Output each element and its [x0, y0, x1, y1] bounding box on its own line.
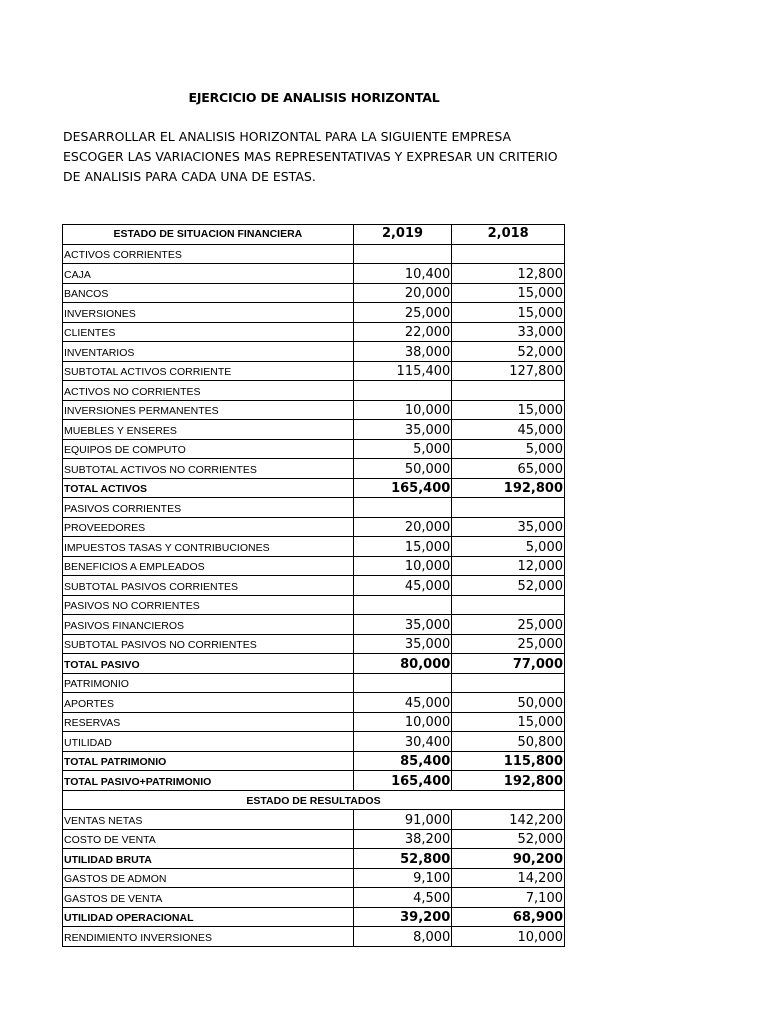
table-row [63, 654, 565, 674]
value-2019: 39,200 [353, 907, 452, 927]
table-row [63, 381, 565, 401]
value-2018: 68,900 [452, 907, 565, 927]
value-2019: 50,000 [353, 459, 452, 479]
table-row [63, 537, 565, 557]
value-2019: 165,400 [353, 478, 452, 498]
value-2018: 15,000 [452, 303, 565, 323]
value-2019: 20,000 [353, 517, 452, 537]
table-row [63, 556, 565, 576]
table-row [63, 420, 565, 440]
value-2018: 115,800 [452, 751, 565, 771]
value-2018: 5,000 [452, 439, 565, 459]
row-label: UTILIDAD [63, 732, 354, 752]
value-2019: 115,400 [353, 361, 452, 381]
row-label: BENEFICIOS A EMPLEADOS [63, 556, 354, 576]
value-2019: 165,400 [353, 771, 452, 791]
table-row [63, 342, 565, 362]
row-label: INVERSIONES PERMANENTES [63, 400, 354, 420]
document-title: EJERCICIO DE ANALISIS HORIZONTAL [188, 90, 440, 105]
value-2019: 25,000 [353, 303, 452, 323]
row-label: TOTAL PASIVO+PATRIMONIO [63, 771, 354, 791]
table-row [63, 244, 565, 264]
value-2018 [452, 244, 565, 264]
instruction-line: DESARROLLAR EL ANALISIS HORIZONTAL PARA LA SIGUIENTE EMPRESA [63, 129, 512, 144]
value-2019: 38,000 [353, 342, 452, 362]
value-2018: 77,000 [452, 654, 565, 674]
table-row [63, 361, 565, 381]
row-label: PROVEEDORES [63, 517, 354, 537]
table-row [63, 322, 565, 342]
value-2018: 14,200 [452, 868, 565, 888]
table-row [63, 849, 565, 869]
row-label: PASIVOS FINANCIEROS [63, 615, 354, 635]
value-2019 [353, 244, 452, 264]
row-label: VENTAS NETAS [63, 810, 354, 830]
table-row [63, 771, 565, 791]
row-label: CLIENTES [63, 322, 354, 342]
table-row [63, 693, 565, 713]
table-row [63, 927, 565, 947]
row-label: SUBTOTAL ACTIVOS CORRIENTE [63, 361, 354, 381]
row-label: UTILIDAD OPERACIONAL [63, 907, 354, 927]
row-label: RESERVAS [63, 712, 354, 732]
value-2019: 10,000 [353, 556, 452, 576]
row-label: INVENTARIOS [63, 342, 354, 362]
table-row [63, 751, 565, 771]
table-row [63, 478, 565, 498]
value-2019: 5,000 [353, 439, 452, 459]
value-2018: 192,800 [452, 478, 565, 498]
value-2018: 65,000 [452, 459, 565, 479]
table-row [63, 615, 565, 635]
value-2019: 9,100 [353, 868, 452, 888]
row-label: PATRIMONIO [63, 673, 354, 693]
table-row [63, 264, 565, 284]
row-label: GASTOS DE ADMON [63, 868, 354, 888]
value-2019: 38,200 [353, 829, 452, 849]
value-2019: 20,000 [353, 283, 452, 303]
row-label: RENDIMIENTO INVERSIONES [63, 927, 354, 947]
value-2018: 15,000 [452, 400, 565, 420]
table-row [63, 576, 565, 596]
row-label: IMPUESTOS TASAS Y CONTRIBUCIONES [63, 537, 354, 557]
value-2018: 142,200 [452, 810, 565, 830]
value-2018: 15,000 [452, 283, 565, 303]
table-row [63, 868, 565, 888]
value-2019: 85,400 [353, 751, 452, 771]
row-label: PASIVOS NO CORRIENTES [63, 595, 354, 615]
value-2019: 35,000 [353, 420, 452, 440]
value-2019: 30,400 [353, 732, 452, 752]
value-2018: 15,000 [452, 712, 565, 732]
value-2018: 7,100 [452, 888, 565, 908]
table-row [63, 459, 565, 479]
value-2018: 90,200 [452, 849, 565, 869]
header-statement-title: ESTADO DE SITUACION FINANCIERA [63, 225, 354, 245]
value-2019: 80,000 [353, 654, 452, 674]
table-row [63, 303, 565, 323]
row-label: ACTIVOS CORRIENTES [63, 244, 354, 264]
value-2018: 25,000 [452, 615, 565, 635]
row-label: TOTAL PASIVO [63, 654, 354, 674]
value-2018: 25,000 [452, 634, 565, 654]
row-label: GASTOS DE VENTA [63, 888, 354, 908]
value-2018 [452, 381, 565, 401]
value-2018: 50,800 [452, 732, 565, 752]
value-2018: 35,000 [452, 517, 565, 537]
row-label: BANCOS [63, 283, 354, 303]
value-2018: 12,000 [452, 556, 565, 576]
value-2019: 91,000 [353, 810, 452, 830]
value-2019 [353, 381, 452, 401]
table-header-row [63, 225, 565, 245]
value-2018: 5,000 [452, 537, 565, 557]
table-row [63, 595, 565, 615]
value-2018: 45,000 [452, 420, 565, 440]
table-row [63, 888, 565, 908]
value-2019 [353, 673, 452, 693]
table-row [63, 498, 565, 518]
value-2019: 52,800 [353, 849, 452, 869]
instruction-line: DE ANALISIS PARA CADA UNA DE ESTAS. [63, 169, 316, 184]
financial-statement-table [62, 224, 565, 947]
income-statement-title: ESTADO DE RESULTADOS [63, 790, 565, 810]
row-label: SUBTOTAL ACTIVOS NO CORRIENTES [63, 459, 354, 479]
instructions [63, 127, 583, 187]
value-2018: 33,000 [452, 322, 565, 342]
table-row [63, 517, 565, 537]
value-2018: 52,000 [452, 576, 565, 596]
table-row [63, 907, 565, 927]
value-2018: 192,800 [452, 771, 565, 791]
value-2019: 15,000 [353, 537, 452, 557]
row-label: APORTES [63, 693, 354, 713]
row-label: UTILIDAD BRUTA [63, 849, 354, 869]
value-2018: 10,000 [452, 927, 565, 947]
row-label: SUBTOTAL PASIVOS CORRIENTES [63, 576, 354, 596]
value-2019: 10,400 [353, 264, 452, 284]
table-row [63, 400, 565, 420]
income-statement-section-row [63, 790, 565, 810]
row-label: EQUIPOS DE COMPUTO [63, 439, 354, 459]
row-label: TOTAL ACTIVOS [63, 478, 354, 498]
instruction-line: ESCOGER LAS VARIACIONES MAS REPRESENTATIVAS Y EXPRESAR UN CRITERIO [63, 149, 558, 164]
value-2019 [353, 498, 452, 518]
table-row [63, 673, 565, 693]
value-2019 [353, 595, 452, 615]
value-2019: 10,000 [353, 712, 452, 732]
value-2019: 22,000 [353, 322, 452, 342]
value-2019: 8,000 [353, 927, 452, 947]
table-row [63, 810, 565, 830]
header-year-2018: 2,018 [452, 225, 565, 245]
row-label: PASIVOS CORRIENTES [63, 498, 354, 518]
table-row [63, 283, 565, 303]
value-2018: 52,000 [452, 342, 565, 362]
value-2018 [452, 673, 565, 693]
value-2019: 35,000 [353, 615, 452, 635]
table-row [63, 634, 565, 654]
value-2019: 10,000 [353, 400, 452, 420]
row-label: MUEBLES Y ENSERES [63, 420, 354, 440]
table-row [63, 439, 565, 459]
row-label: ACTIVOS NO CORRIENTES [63, 381, 354, 401]
table-row [63, 732, 565, 752]
row-label: SUBTOTAL PASIVOS NO CORRIENTES [63, 634, 354, 654]
row-label: COSTO DE VENTA [63, 829, 354, 849]
row-label: TOTAL PATRIMONIO [63, 751, 354, 771]
value-2018: 50,000 [452, 693, 565, 713]
row-label: INVERSIONES [63, 303, 354, 323]
value-2019: 35,000 [353, 634, 452, 654]
value-2019: 45,000 [353, 693, 452, 713]
row-label: CAJA [63, 264, 354, 284]
table-row [63, 829, 565, 849]
value-2018: 12,800 [452, 264, 565, 284]
value-2019: 4,500 [353, 888, 452, 908]
value-2019: 45,000 [353, 576, 452, 596]
value-2018 [452, 595, 565, 615]
value-2018: 127,800 [452, 361, 565, 381]
header-year-2019: 2,019 [353, 225, 452, 245]
value-2018 [452, 498, 565, 518]
table-row [63, 712, 565, 732]
value-2018: 52,000 [452, 829, 565, 849]
